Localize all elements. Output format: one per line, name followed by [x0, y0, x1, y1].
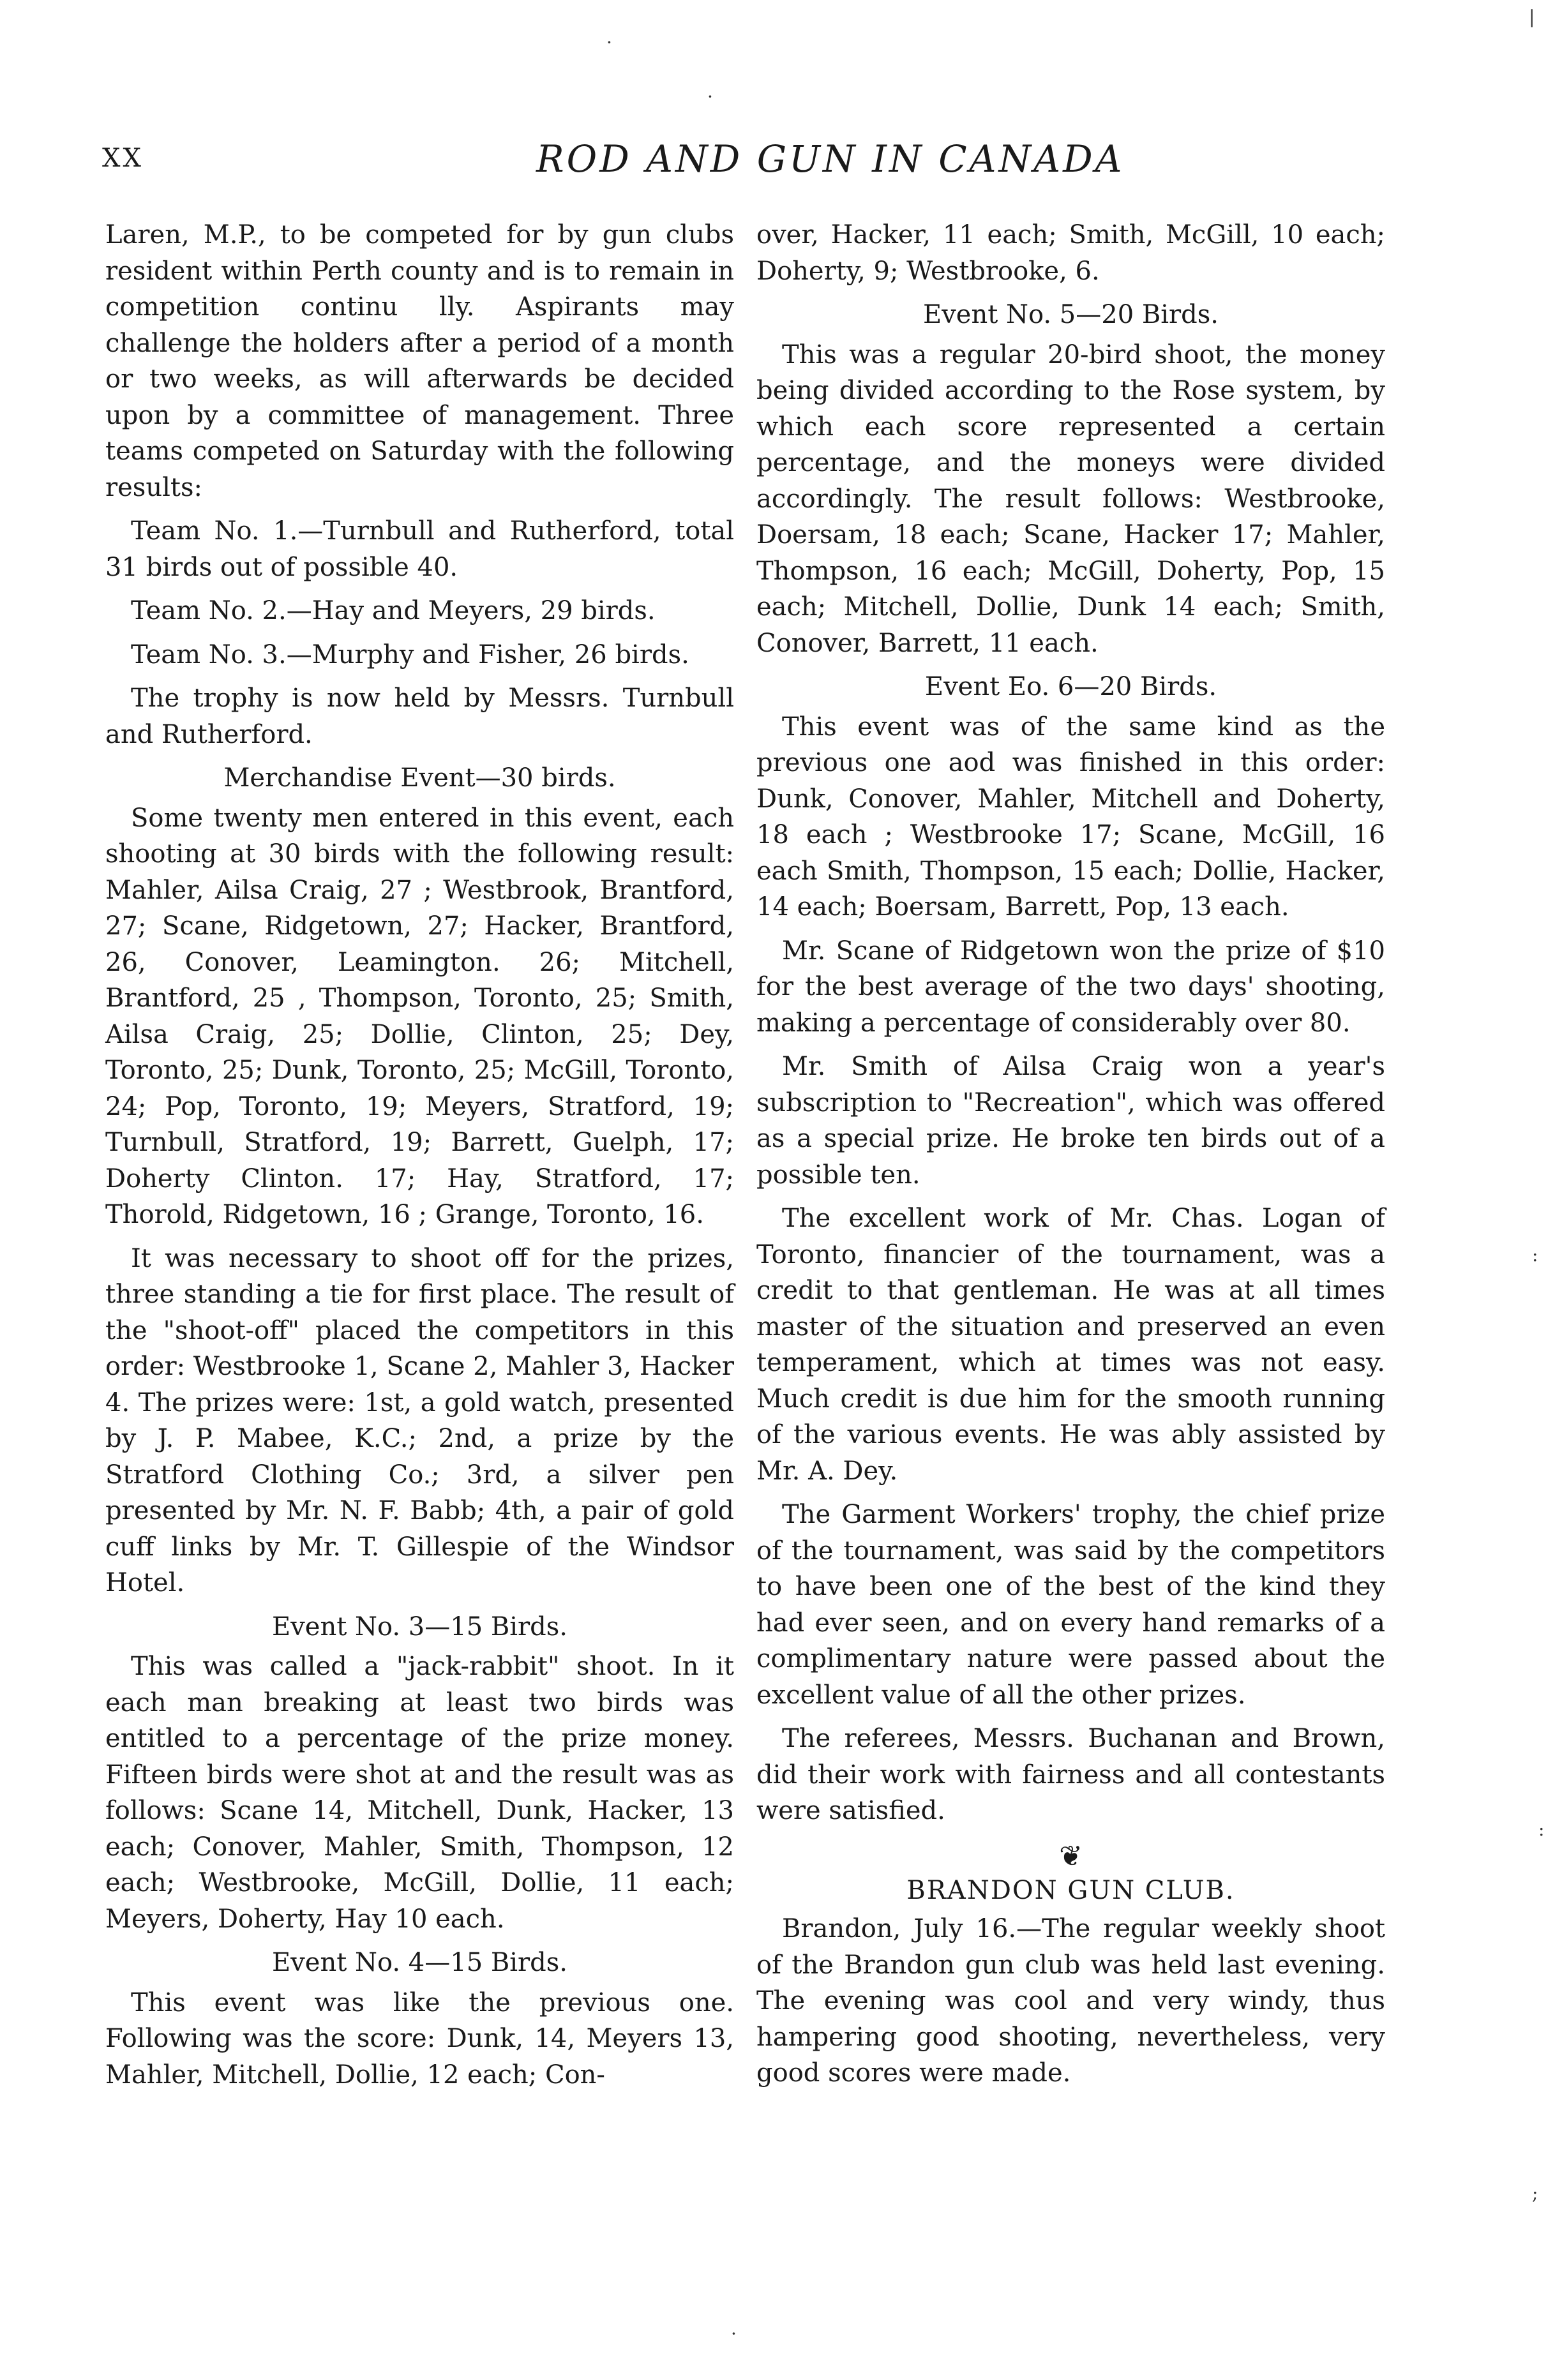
team-3-result: Team No. 3.—Murphy and Fisher, 26 birds.: [131, 640, 689, 670]
right-column: [756, 217, 1385, 2099]
journal-title: ROD AND GUN IN CANADA: [536, 137, 1125, 181]
event-5-heading: Event No. 5—20 Birds.: [922, 300, 1219, 329]
scan-speck: :: [1532, 1245, 1538, 1266]
event-5-results: This was a regular 20-bird shoot, the money being divided according to the Rose system, by which each score represented a certain percentage, and the moneys were divided accordingly. The result follows: Westbrooke, Doersam, 18 each; Scane, Hacker 17; Mahler, Thompson, 16 each; McGill, Doherty, Pop, 15 each; Mitchell, Dollie, Dunk 14 each; Smith, Conover, Barrett, 11 each.: [756, 340, 1385, 658]
ornament-icon: ❦: [1059, 1839, 1083, 1873]
team-2-result: Team No. 2.—Hay and Meyers, 29 birds.: [131, 596, 656, 625]
best-average-prize: Mr. Scane of Ridgetown won the prize of $10 for the best average of the two days' shooting, making a percentage of considerably over 80.: [756, 936, 1385, 1038]
left-column: [105, 217, 734, 2100]
scan-speck: ·: [731, 2323, 737, 2344]
scan-speck: :: [1538, 1819, 1545, 1840]
shoot-off-prizes: It was necessary to shoot off for the prizes, three standing a tie for first place. The result of the "shoot-off" placed the competitors in this order: Westbrooke 1, Scane 2, Mahler 3, Hacker 4. The prizes were: 1st, a gold watch, presented by J. P. Mabee, K.C.; 2nd, a prize by the Stratford Clothing Co.; 3rd, a silver pen presented by Mr. N. F. Babb; 4th, a pair of gold cuff links by Mr. T. Gillespie of the Windsor Hotel.: [105, 1243, 734, 1598]
paragraph-trophy-terms: Laren, M.P., to be competed for by gun clubs resident within Perth county and is to remain in competition continu lly. Aspirants may challenge the holders after a period of a month or two weeks, as will afterwards be decided upon by a committee of management. Three teams competed on Saturday with the following results:: [105, 220, 734, 502]
brandon-gun-club-heading: BRANDON GUN CLUB.: [906, 1875, 1235, 1905]
merchandise-event-heading: Merchandise Event—30 birds.: [223, 763, 616, 793]
team-1-result: Team No. 1.—Turnbull and Rutherford, total 31 birds out of possible 40.: [105, 516, 734, 582]
event-6-results: This event was of the same kind as the previous one aod was finished in this order: Dunk, Conover, Mahler, Mitchell and Doherty, 18 each ; Westbrooke 17; Scane, McGill, 16 each Smith, Thompson, 15 each; Dollie, Hacker, 14 each; Boersam, Barrett, Pop, 13 each.: [756, 712, 1385, 922]
brandon-report: Brandon, July 16.—The regular weekly shoot of the Brandon gun club was held last evening. The evening was cool and very windy, thus hampering good shooting, nevertheless, very good scores were made.: [756, 1914, 1385, 2088]
event-6-heading: Event Eo. 6—20 Birds.: [924, 672, 1217, 701]
scan-speck: ;: [1532, 2183, 1538, 2204]
event-3-results: This was called a "jack-rabbit" shoot. In it each man breaking at least two birds was entitled to a percentage of the prize money. Fifteen birds were shot at and the result was as follows: Scane 14, Mitchell, Dunk, Hacker, 13 each; Conover, Mahler, Smith, Thompson, 12 each; Westbrooke, McGill, Dollie, 11 each; Meyers, Doherty, Hay 10 each.: [105, 1652, 734, 1934]
garment-workers-trophy: The Garment Workers' trophy, the chief prize of the tournament, was said by the competitors to have been one of the best of the kind they had ever seen, and on every hand remarks of a complimentary nature were passed about the excellent value of all the other prizes.: [756, 1500, 1385, 1710]
event-4-continued: over, Hacker, 11 each; Smith, McGill, 10 each; Doherty, 9; Westbrooke, 6.: [756, 220, 1385, 286]
page-number: XX: [102, 144, 144, 173]
scan-speck: ·: [707, 86, 713, 107]
financier-credit: The excellent work of Mr. Chas. Logan of Toronto, financier of the tournament, was a credit to that gentleman. He was at all times master of the situation and preserved an even temperament, which at times was not easy. Much credit is due him for the smooth running of the various events. He was ably assisted by Mr. A. Dey.: [756, 1204, 1385, 1486]
referees-note: The referees, Messrs. Buchanan and Brown, did their work with fairness and all contestants were satisfied.: [756, 1724, 1385, 1825]
scan-speck: |: [1529, 6, 1535, 27]
page-header: [102, 137, 1392, 188]
merchandise-event-results: Some twenty men entered in this event, each shooting at 30 birds with the following result: Mahler, Ailsa Craig, 27 ; Westbrook, Brantford, 27; Scane, Ridgetown, 27; Hacker, Brantford, 26, Conover, Leamington. 26; Mitchell, Brantford, 25 , Thompson, Toronto, 25; Smith, Ailsa Craig, 25; Dollie, Clinton, 25; Dey, Toronto, 25; Dunk, Toronto, 25; McGill, Toronto, 24; Pop, Toronto, 19; Meyers, Stratford, 19; Turnbull, Stratford, 19; Barrett, Guelph, 17; Doherty Clinton. 17; Hay, Stratford, 17; Thorold, Ridgetown, 16 ; Grange, Toronto, 16.: [105, 803, 734, 1229]
event-4-results: This event was like the previous one. Following was the score: Dunk, 14, Meyers 13, Mahler, Mitchell, Dollie, 12 each; Con-: [105, 1987, 734, 2090]
special-prize: Mr. Smith of Ailsa Craig won a year's subscription to "Recreation", which was offered as a special prize. He broke ten birds out of a possible ten.: [756, 1052, 1385, 1190]
scan-speck: ·: [606, 32, 612, 53]
event-4-heading: Event No. 4—15 Birds.: [271, 1948, 568, 1977]
event-3-heading: Event No. 3—15 Birds.: [271, 1612, 568, 1642]
trophy-holder: The trophy is now held by Messrs. Turnbull and Rutherford.: [105, 684, 734, 749]
